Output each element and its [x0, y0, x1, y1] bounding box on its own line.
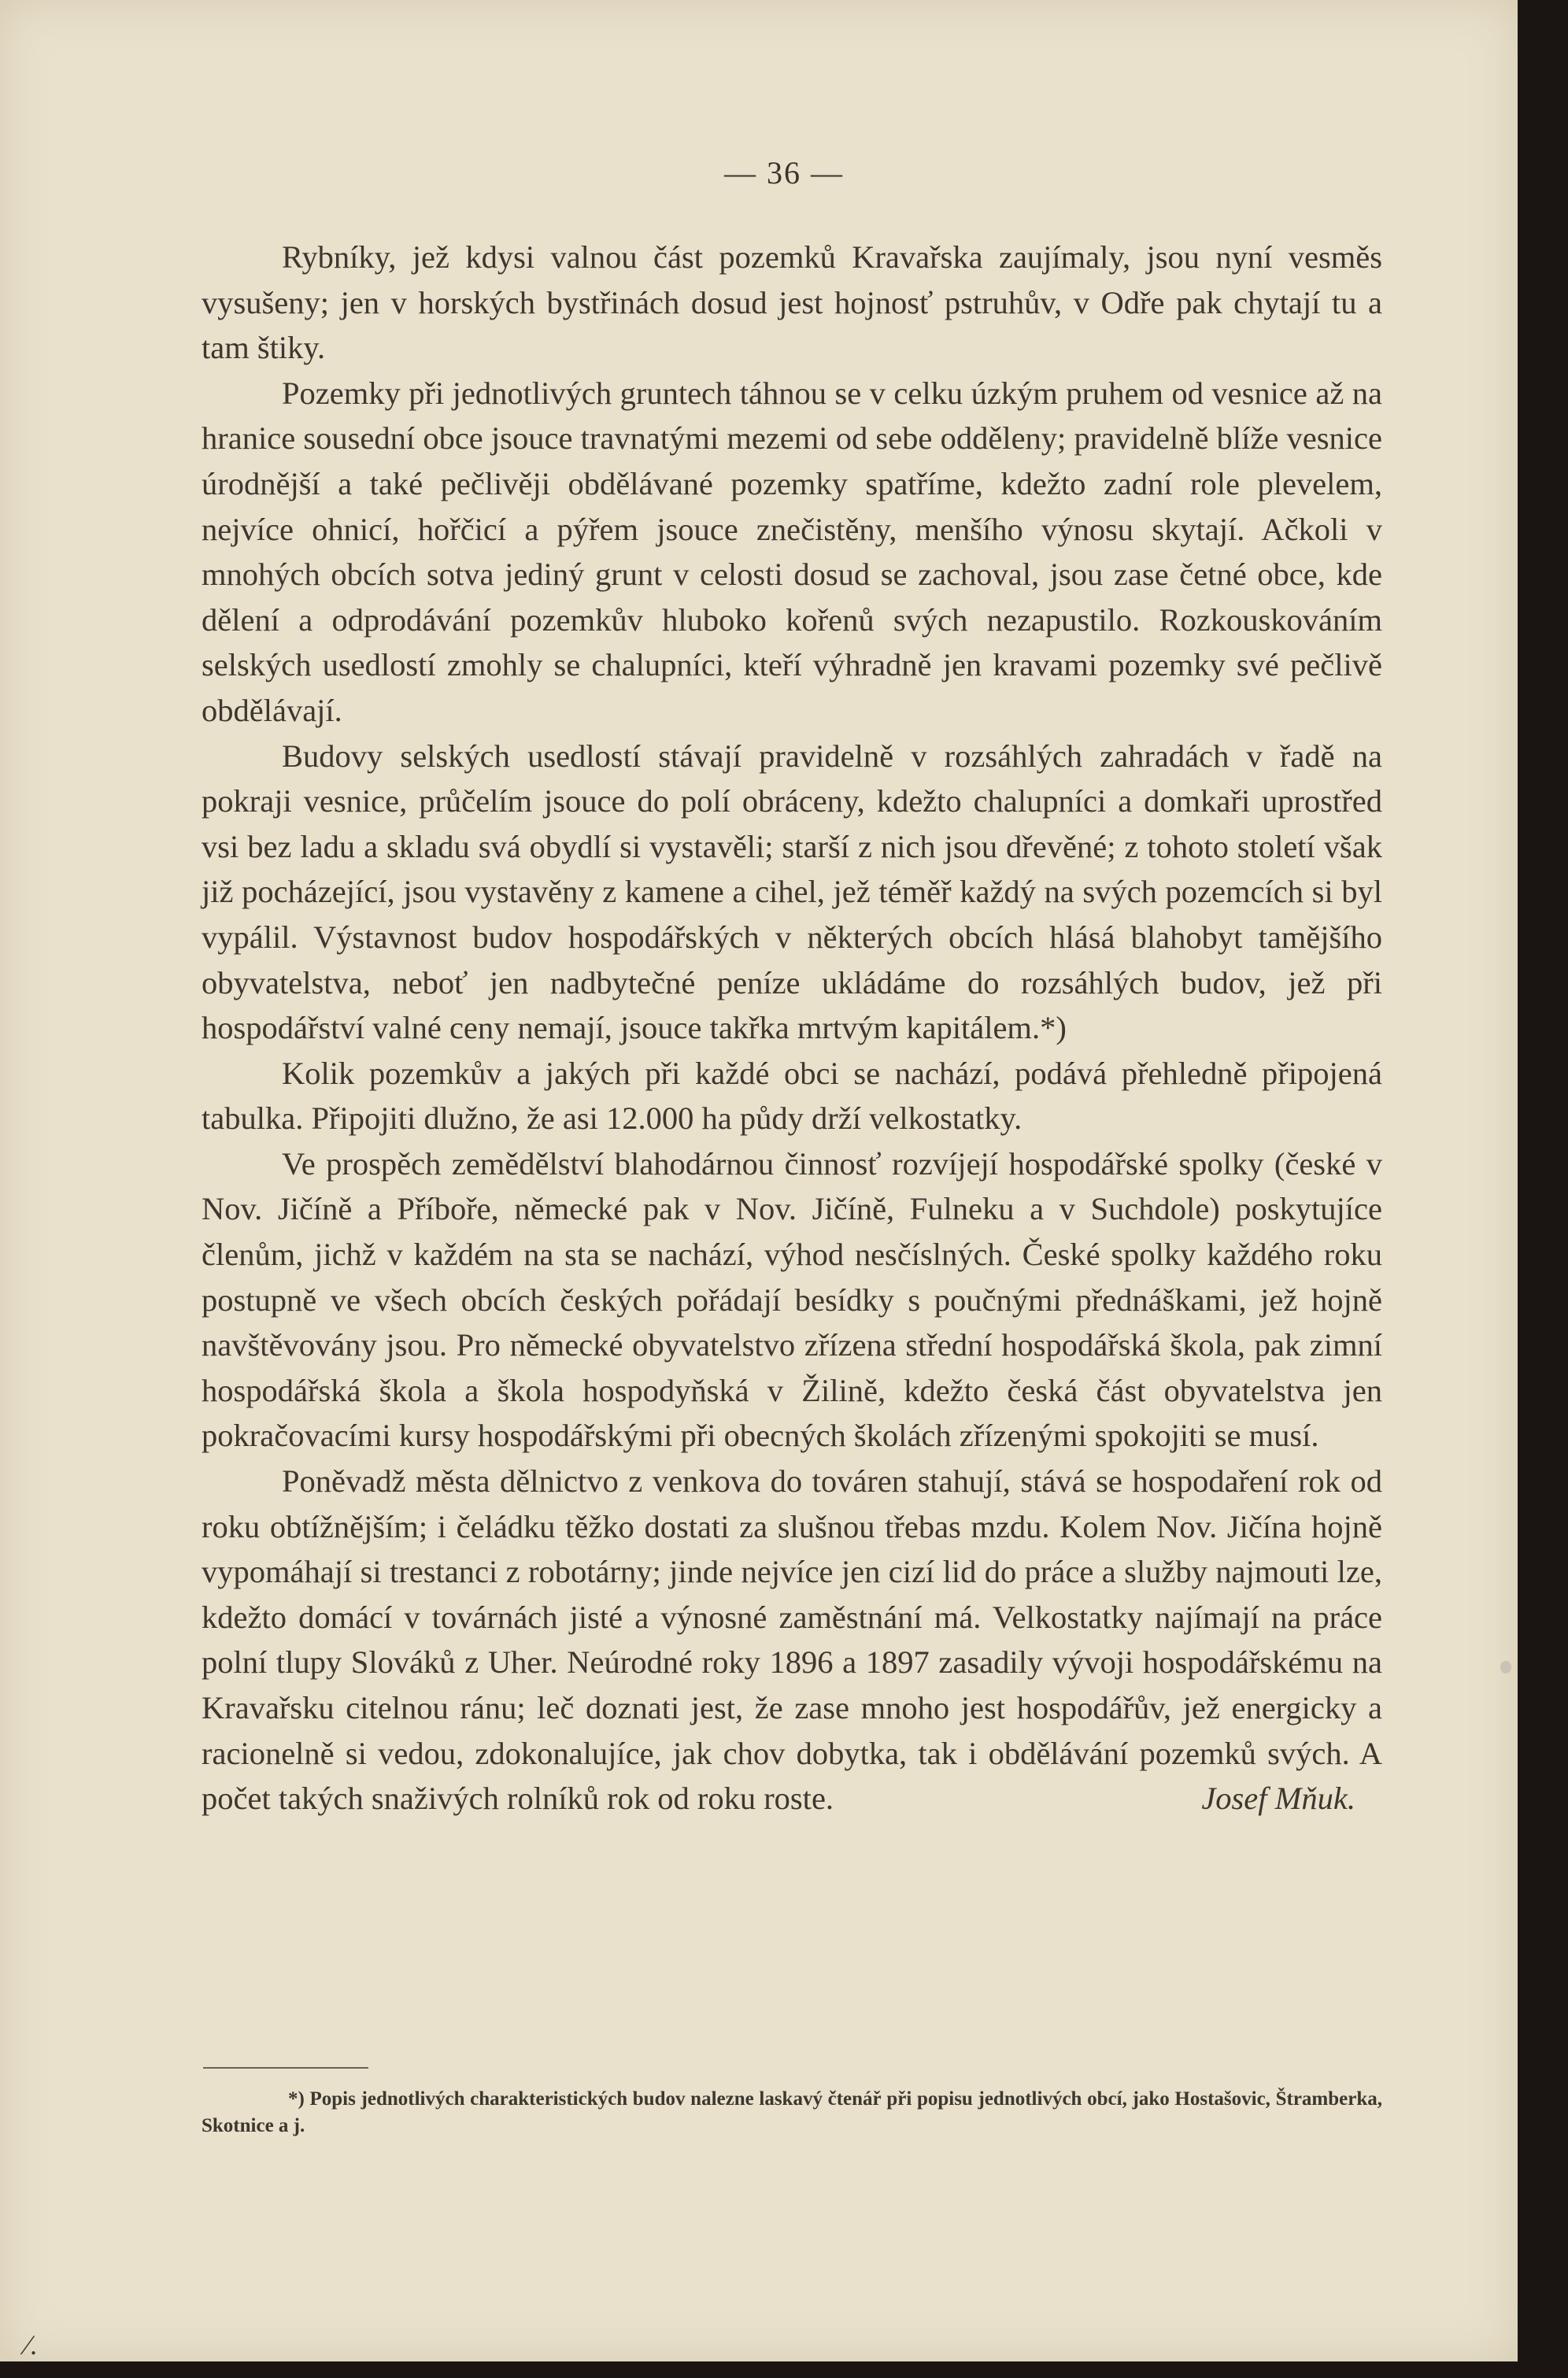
paragraph-farm-buildings: Budovy selských usedlostí stávají pravidelně v rozsáhlých zahradách v řadě na pokraji vesnice, průčelím jsouce do polí obráceny, kdežto chalupníci a domkaři uprostřed vsi bez ladu a skladu svá obydlí si vystavěli; starší z nich jsou dřevěné; z tohoto století však již pocházející, jsou vystavěny z kamene a cihel, jež téměř každý na svých pozemcích si byl vypálil. Výstavnost budov hospodářských v některých obcích hlásá blahobyt tamějšího obyvatelstva, neboť jen nadbytečné peníze ukládáme do rozsáhlých budov, jež při hospodářství valné ceny nemají, jsouce takřka mrtvým kapitálem.*) [202, 738, 1382, 1046]
paragraph-agricultural-societies: Ve prospěch zemědělství blahodárnou činnosť rozvíjejí hospodářské spolky (české v Nov. Jičíně a Příboře, německé pak v Nov. Jičíně, Fulneku a v Suchdole) poskytujíce členům, jichž v každém na sta se nachází, výhod nesčíslných. České spolky každého roku postupně ve všech obcích českých pořádají besídky s poučnými přednáškami, jež hojně navštěvovány jsou. Pro německé obyvatelstvo zřízena střední hospodářská škola, pak zimní hospodářská škola a škola hospodyňská v Žilině, kdežto česká část obyvatelstva jen pokračovacími kursy hospodářskými při obecných školách zřízenými spokojiti se musí. [202, 1145, 1382, 1454]
paragraph-land-table: Kolik pozemkův a jakých při každé obci se nachází, podává přehledně připojená tabulka. Připojiti dlužno, že asi 12.000 ha půdy drží velkostatky. [202, 1055, 1382, 1137]
margin-pencil-mark: ⁄. [25, 2329, 38, 2361]
page-number: — 36 — [724, 155, 844, 190]
paragraph-labour [202, 1459, 1382, 1821]
body-text [202, 235, 1382, 1821]
footnote: *) Popis jednotlivých charakteristických budov nalezne laskavý čtenář při popisu jednotlivých obcí, jako Hostašovic, Štramberka, Skotnice a j. [202, 2088, 1382, 2136]
author-signature: Josef Mňuk. [1201, 1781, 1355, 1817]
footnote-divider [203, 2067, 368, 2069]
paragraph-labour-text: Poněvadž města dělnictvo z venkova do továren stahují, stává se hospodaření rok od roku obtížnějším; i čeládku těžko dostati za slušnou třebas mzdu. Kolem Nov. Jičína hojně vypomáhají si trestanci z robotárny; jinde nejvíce jen cizí lid do práce a služby najmouti lze, kdežto domácí v továrnách jisté a výnosné zaměstnání má. Velkostatky najímají na práce polní tlupy Slováků z Uher. Neúrodné roky 1896 a 1897 zasadily vývoji hospodářskému na Kravařsku citelnou ránu; leč doznati jest, že zase mnoho jest hospodářův, jež energicky a racionelně si vedou, zdokonalujíce, jak chov dobytka, tak i obdělávání pozemků svých. A počet takých snaživých rolníků rok od roku roste. [202, 1463, 1382, 1817]
paragraph-ponds: Rybníky, jež kdysi valnou část pozemků Kravařska zaujímaly, jsou nyní vesměs vysušeny; jen v horských bystřinách dosud jest hojnosť pstruhův, v Odře pak chytají tu a tam štiky. [202, 239, 1382, 366]
paper-spot [1500, 1661, 1511, 1673]
paragraph-land-plots: Pozemky při jednotlivých gruntech táhnou se v celku úzkým pruhem od vesnice až na hranice sousední obce jsouce travnatými mezemi od sebe odděleny; pravidelně blíže vesnice úrodnější a také pečlivěji obdělávané pozemky spatříme, kdežto zadní role plevelem, nejvíce ohnicí, hořčicí a pýřem jsouce znečistěny, menšího výnosu skytají. Ačkoli v mnohých obcích sotva jediný grunt v celosti dosud se zachoval, jsou zase četné obce, kde dělení a odprodávání pozemkův hluboko kořenů svých nezapustilo. Rozkouskováním selských usedlostí zmohly se chalupníci, kteří výhradně jen kravami pozemky své pečlivě obdělávají. [202, 375, 1382, 728]
